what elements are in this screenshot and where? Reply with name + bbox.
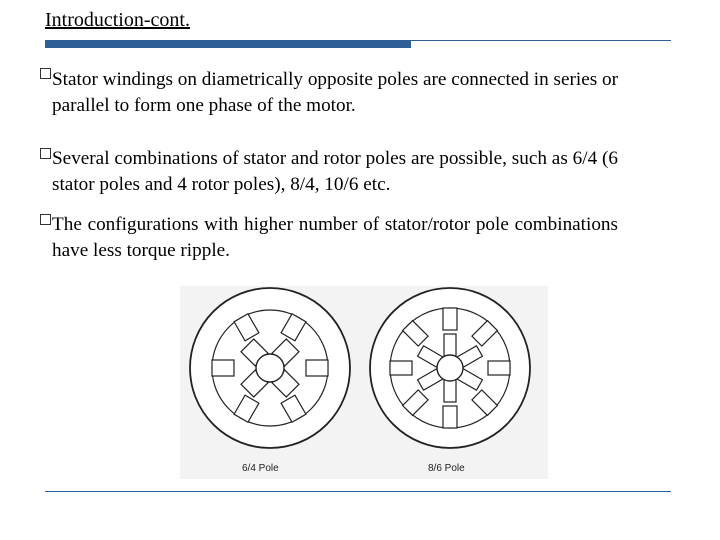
motor-8-6-diagram	[370, 288, 530, 448]
title-underline-rule	[411, 40, 671, 41]
motor-6-4-diagram	[190, 288, 350, 448]
rotor-pole	[444, 334, 456, 357]
bullet-square-icon	[40, 214, 51, 225]
bullet-square-icon	[40, 68, 51, 79]
title-underline-bar	[45, 40, 411, 48]
slide-title: Introduction-cont.	[45, 9, 190, 31]
bullet-square-icon	[40, 148, 51, 159]
shaft	[437, 355, 463, 381]
stator-pole	[443, 406, 457, 428]
caption-6-4: 6/4 Pole	[242, 463, 279, 474]
motor-figure	[180, 286, 548, 479]
paragraph-windings: Stator windings on diametrically opposite poles are connected in series or parallel to form one phase of the motor.	[52, 69, 618, 116]
motor-diagrams	[180, 286, 548, 479]
stator-pole	[488, 361, 510, 375]
shaft	[256, 354, 284, 382]
caption-8-6: 8/6 Pole	[428, 463, 465, 474]
stator-pole	[306, 360, 328, 376]
rotor-pole	[444, 379, 456, 402]
paragraph-torque-ripple: The configurations with higher number of stator/rotor pole combinations have less torque ripple.	[52, 214, 618, 261]
paragraph-combinations: Several combinations of stator and rotor poles are possible, such as 6/4 (6 stator poles and 4 rotor poles), 8/4, 10/6 etc.	[52, 148, 618, 195]
stator-pole	[443, 308, 457, 330]
stator-pole	[212, 360, 234, 376]
bottom-rule	[45, 491, 671, 492]
stator-pole	[390, 361, 412, 375]
